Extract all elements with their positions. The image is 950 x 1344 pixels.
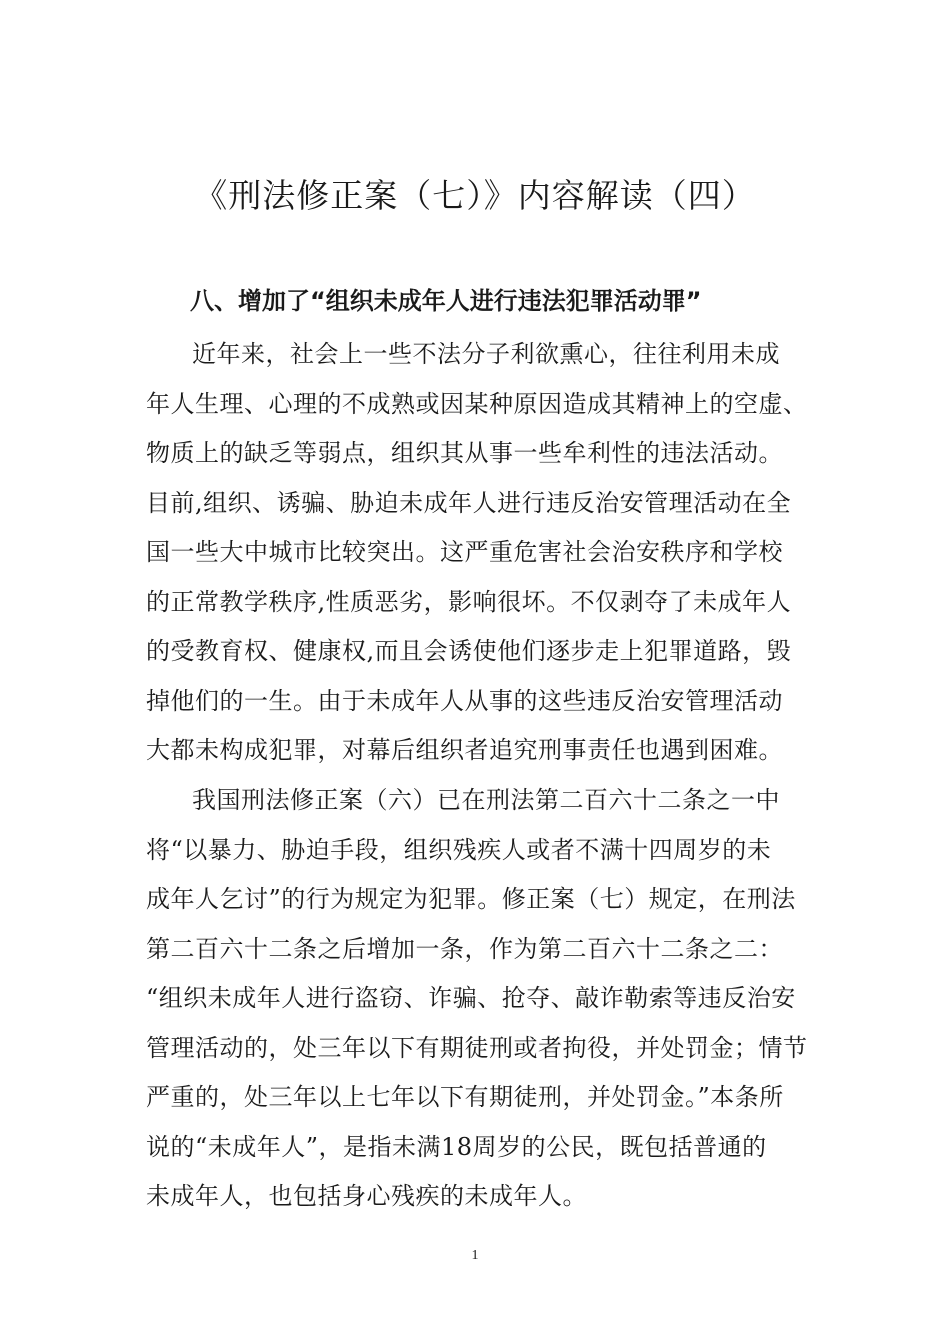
paragraph-line: “组织未成年人进行盗窃、诈骗、抢夺、敲诈勒索等违反治安	[146, 984, 796, 1012]
paragraph-line: 严重的，处三年以上七年以下有期徒刑，并处罚金。”本条所	[146, 1083, 784, 1111]
paragraph-line: 将“以暴力、胁迫手段，组织残疾人或者不满十四周岁的未	[146, 835, 772, 864]
page-number: 1	[471, 1248, 479, 1263]
paragraph-line: 第二百六十二条之后增加一条，作为第二百六十二条之二：	[146, 934, 783, 963]
paragraph-line: 大都未构成犯罪，对幕后组织者追究刑事责任也遇到困难。	[146, 736, 783, 764]
paragraph-line: 近年来，社会上一些不法分子利欲熏心，往往利用未成	[192, 340, 780, 368]
paragraph-line: 年人生理、心理的不成熟或因某种原因造成其精神上的空虚、	[146, 389, 808, 418]
section-heading: 八、增加了“组织未成年人进行违法犯罪活动罪”	[190, 287, 702, 315]
document-title: 《刑法修正案（七）》内容解读（四）	[194, 176, 756, 215]
paragraph-line: 成年人乞讨”的行为规定为犯罪。修正案（七）规定，在刑法	[146, 885, 796, 913]
paragraph-line: 管理活动的，处三年以下有期徒刑或者拘役，并处罚金；情节	[146, 1033, 808, 1062]
paragraph-line: 目前,组织、诱骗、胁迫未成年人进行违反治安管理活动在全	[146, 488, 792, 517]
paragraph-line: 说的“未成年人”，是指未满18周岁的公民，既包括普通的	[146, 1132, 767, 1161]
paragraph-line: 国一些大中城市比较突出。这严重危害社会治安秩序和学校	[146, 538, 783, 566]
paragraph-line: 物质上的缺乏等弱点，组织其从事一些牟利性的违法活动。	[146, 439, 783, 467]
paragraph-line: 掉他们的一生。由于未成年人从事的这些违反治安管理活动	[146, 686, 783, 715]
paragraph-line: 我国刑法修正案（六）已在刑法第二百六十二条之一中	[192, 786, 780, 814]
paragraph-line: 的正常教学秩序,性质恶劣，影响很坏。不仅剥夺了未成年人	[146, 587, 792, 616]
paragraph-2	[146, 776, 812, 1222]
paragraph-1	[146, 330, 812, 776]
paragraph-line: 未成年人，也包括身心残疾的未成年人。	[146, 1182, 587, 1210]
paragraph-line: 的受教育权、健康权,而且会诱使他们逐步走上犯罪道路，毁	[146, 637, 792, 665]
